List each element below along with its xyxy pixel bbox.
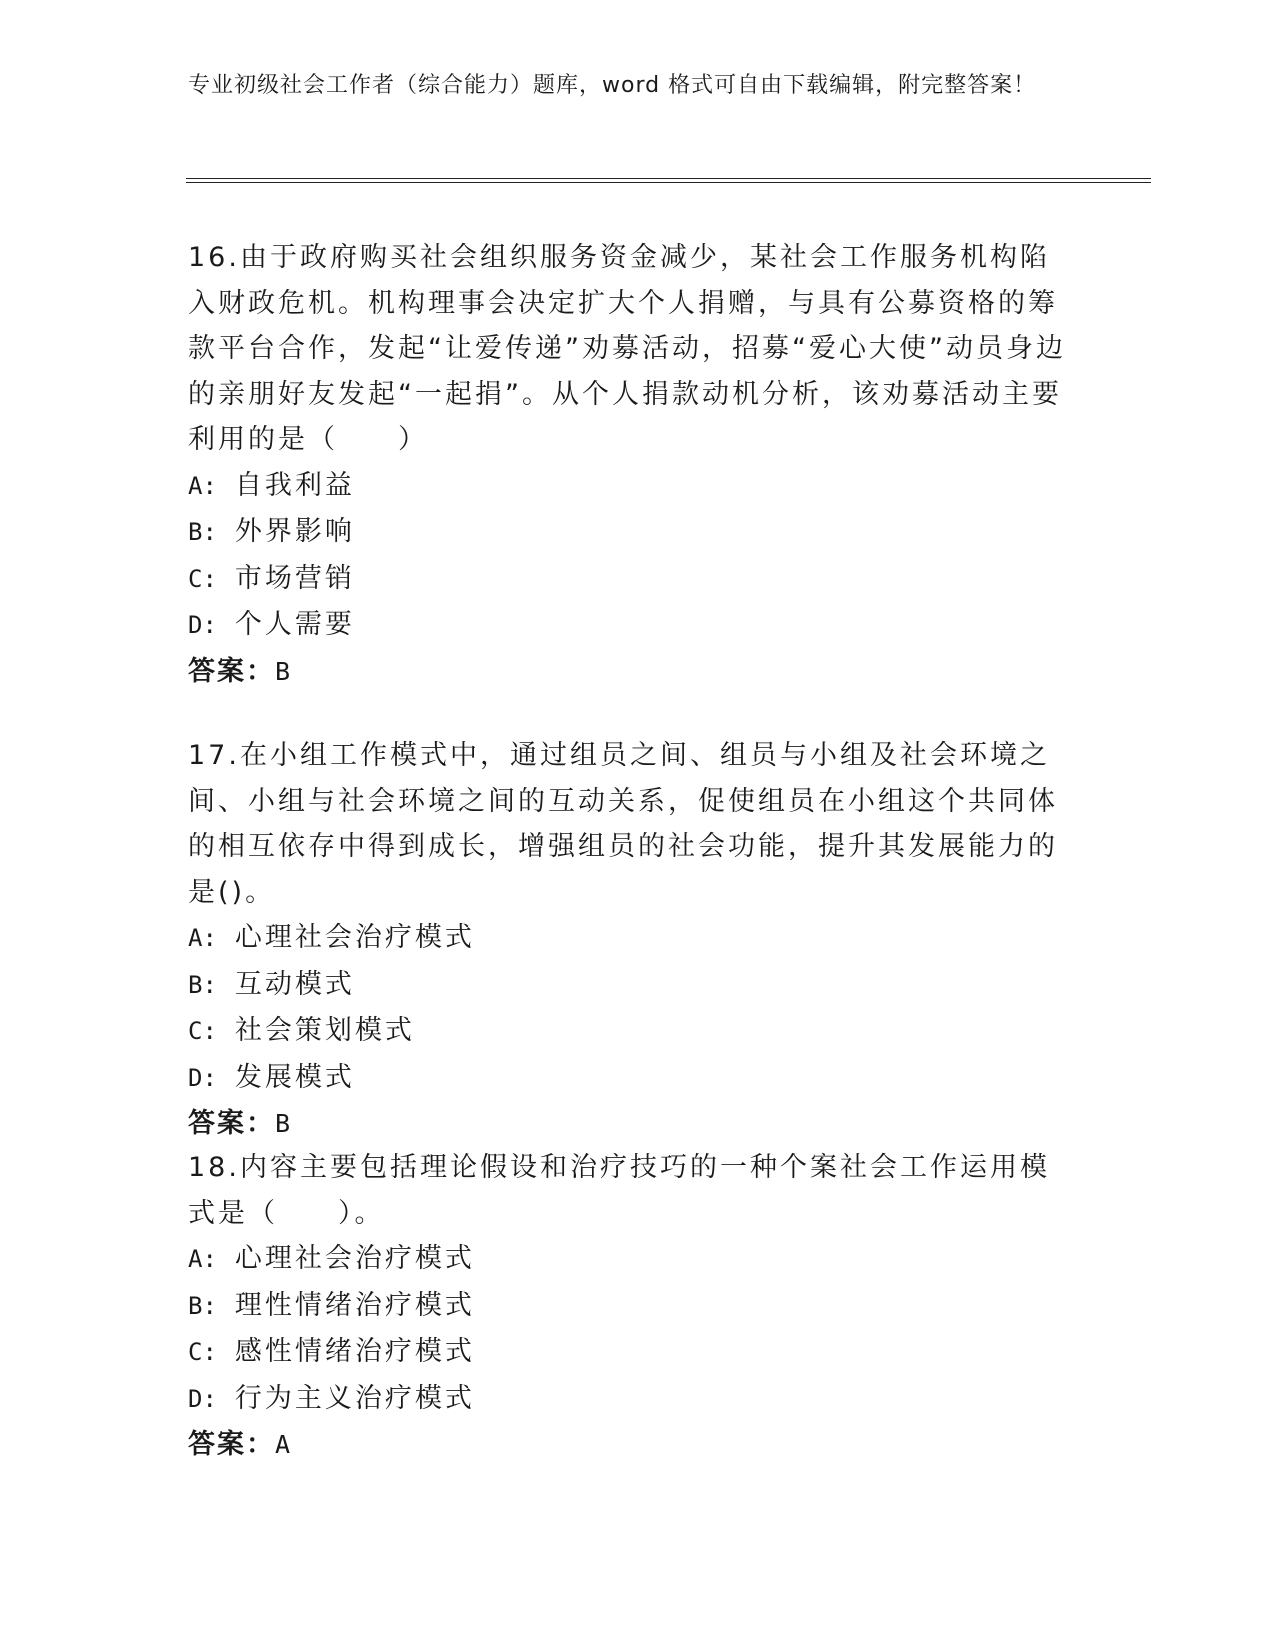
option-text: 感性情绪治疗模式 <box>234 1336 475 1367</box>
option-label: D: <box>188 611 217 639</box>
option-text: 理性情绪治疗模式 <box>234 1289 475 1321</box>
option-label: D: <box>188 1063 217 1092</box>
option-d <box>188 602 1068 649</box>
option-a <box>188 1236 1068 1283</box>
answer-value: B <box>275 1109 293 1138</box>
answer-label: 答案： <box>188 1429 275 1460</box>
answer-value: B <box>275 656 293 686</box>
question-18 <box>188 1145 1068 1468</box>
question-text: 18.内容主要包括理论假设和治疗技巧的一种个案社会工作运用模式是（ ）。 <box>188 1152 1050 1229</box>
option-c <box>188 1329 1068 1376</box>
option-b <box>188 962 1068 1009</box>
option-label: B: <box>188 1291 217 1320</box>
option-label: A: <box>188 471 217 500</box>
option-label: A: <box>188 924 217 952</box>
option-text: 自我利益 <box>234 469 355 501</box>
option-label: C: <box>188 564 217 593</box>
option-a <box>188 915 1068 962</box>
option-text: 互动模式 <box>234 968 355 1000</box>
option-label: B: <box>188 970 217 999</box>
option-d <box>188 1376 1068 1423</box>
option-label: C: <box>188 1338 217 1366</box>
option-d <box>188 1055 1068 1102</box>
answer-line <box>188 1422 1068 1468</box>
header-divider-bottom <box>186 182 1151 183</box>
option-text: 发展模式 <box>234 1061 355 1093</box>
document-header: 专业初级社会工作者（综合能力）题库，word 格式可自由下载编辑，附完整答案！ <box>188 73 1037 98</box>
answer-label: 答案： <box>188 655 275 687</box>
option-c <box>188 556 1068 603</box>
question-16 <box>188 235 1068 694</box>
option-label: D: <box>188 1384 217 1413</box>
option-b <box>188 1283 1068 1330</box>
answer-label: 答案： <box>188 1108 275 1139</box>
option-a <box>188 463 1068 510</box>
option-text: 个人需要 <box>234 609 355 640</box>
question-17 <box>188 733 1068 1147</box>
option-text: 外界影响 <box>234 516 355 547</box>
answer-line <box>188 1101 1068 1147</box>
option-text: 社会策划模式 <box>234 1015 415 1046</box>
answer-line <box>188 649 1068 695</box>
option-label: C: <box>188 1017 217 1045</box>
option-c <box>188 1008 1068 1055</box>
header-divider-top <box>186 178 1151 179</box>
answer-value: A <box>275 1430 293 1459</box>
option-label: B: <box>188 518 217 546</box>
option-text: 心理社会治疗模式 <box>234 922 475 953</box>
option-text: 行为主义治疗模式 <box>234 1382 475 1414</box>
option-text: 心理社会治疗模式 <box>234 1243 475 1274</box>
question-text: 17.在小组工作模式中，通过组员之间、组员与小组及社会环境之间、小组与社会环境之间的互动关系，促使组员在小组这个共同体的相互依存中得到成长，增强组员的社会功能，提升其发展能力的是()。 <box>188 740 1058 908</box>
option-b <box>188 509 1068 556</box>
option-text: 市场营销 <box>234 562 355 594</box>
option-label: A: <box>188 1245 217 1273</box>
question-text: 16.由于政府购买社会组织服务资金减少，某社会工作服务机构陷入财政危机。机构理事会决定扩大个人捐赠，与具有公募资格的筹款平台合作，发起“让爱传递”劝募活动，招募“爱心大使”动员身边的亲朋好友发起“一起捐”。从个人捐款动机分析，该劝募活动主要利用的是（ ） <box>188 242 1066 455</box>
